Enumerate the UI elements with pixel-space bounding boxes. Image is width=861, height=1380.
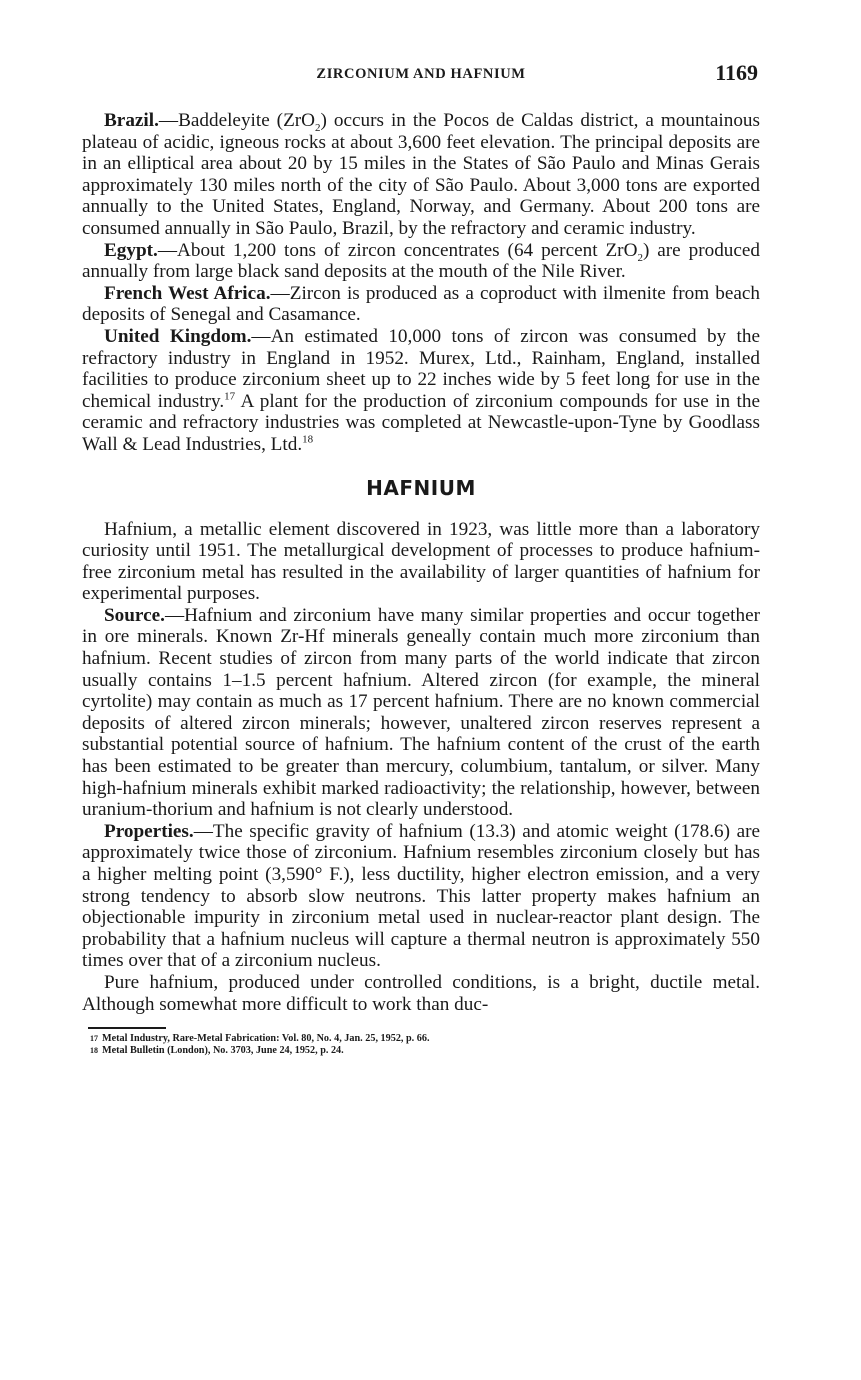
footnote-ref[interactable]: 17 — [224, 390, 236, 403]
running-title: ZIRCONIUM AND HAFNIUM — [316, 66, 526, 82]
hafnium-source-paragraph: Source.—Hafnium and zirconium have many similar properties and occur together in ore minerals. Known Zr-Hf minerals geneally contain much more zirconium than hafnium. Recent studies of zircon from many parts of the world indicate that zircon usually contains 1–1.5 percent hafnium. Altered zircon (for example, the mineral cyrtolite) may contain as much as 17 percent hafnium. There are no known commercial deposits of altered zircon minerals; however, unaltered zircon reserves represent a substantial potential source of hafnium. The hafnium content of the crust of the earth has been estimated to be greater than mercury, columbium, tantalum, or silver. Many high-hafnium minerals exhibit marked radioactivity; the relationship, however, between uranium-thorium and hafnium is not clearly understood. — [82, 604, 760, 821]
country-paragraph-french-west-africa: French West Africa.—Zircon is produced as a coproduct with ilmenite from beach deposits of Senegal and Casamance. — [82, 282, 760, 326]
paragraph-lead: Source. — [104, 604, 165, 626]
country-paragraph-united-kingdom: United Kingdom.—An estimated 10,000 tons of zircon was consumed by the refractory industry in England in 1952. Murex, Ltd., Rainham, England, installed facilities to produce zirconium sheet up to 22 inches wide by 5 feet long for use in the chemical industry.$^{17}$ A plant for the production of zirconium compounds for use in the ceramic and refractory industries was completed at Newcastle-upon-Tyne by Goodlass Wall & Lead Industries, Ltd.$^{18}$ — [82, 325, 760, 455]
paragraph-lead: Properties. — [104, 820, 194, 842]
footnotes — [90, 1033, 760, 1057]
hafnium-section — [82, 519, 760, 1016]
country-paragraph-brazil: Brazil.—Baddeleyite (ZrO$_2$) occurs in the Pocos de Caldas district, a mountainous plateau of acidic, igneous rocks at about 3,600 feet elevation. The principal deposits are in an elliptical area about 20 by 15 miles in the States of São Paulo and Minas Gerais approximately 130 miles north of the city of São Paulo. About 3,000 tons are exported annually to the United States, England, Norway, and Germany. About 200 tons are consumed annually in São Paulo, Brazil, by the refractory and ceramic industry. — [82, 110, 760, 239]
footnote-divider — [88, 1027, 166, 1029]
footnote-18 — [90, 1045, 760, 1057]
footnote-17 — [90, 1033, 760, 1045]
section-heading-hafnium: HAFNIUM — [366, 475, 476, 500]
page-number: 1169 — [715, 60, 758, 85]
hafnium-properties-paragraph: Properties.—The specific gravity of hafnium (13.3) and atomic weight (178.6) are approximately twice those of zirconium. Hafnium resembles zirconium closely but has a higher melting point (3,590° F.), less ductility, higher electron emission, and a very strong tendency to absorb slow neutrons. This latter property makes hafnium an objectionable impurity in zirconium metal used in nuclear-reactor plant design. The probability that a hafnium nucleus will capture a thermal neutron is approximately 550 times over that of a zirconium nucleus. — [82, 820, 760, 972]
country-name: Egypt. — [104, 239, 158, 261]
footnote-mark: 17 — [90, 1034, 98, 1044]
hafnium-intro-paragraph: Hafnium, a metallic element discovered in 1923, was little more than a laboratory curiosity until 1951. The metallurgical development of processes to produce hafnium-free zirconium metal has resulted in the availability of larger quantities of hafnium for experimental purposes. — [82, 518, 760, 605]
zirconium-country-notes — [82, 110, 760, 456]
footnote-text: Metal Bulletin (London), No. 3703, June 24, 1952, p. 24. — [102, 1045, 344, 1057]
footnote-mark: 18 — [90, 1046, 98, 1056]
country-name: United Kingdom. — [104, 325, 252, 347]
document-page — [82, 60, 760, 1057]
country-name: Brazil. — [104, 110, 159, 131]
country-paragraph-egypt: Egypt.—About 1,200 tons of zircon concentrates (64 percent ZrO$_2$) are produced annually from large black sand deposits at the mouth of the Nile River. — [82, 239, 761, 283]
running-head — [82, 60, 760, 92]
country-name: French West Africa. — [104, 282, 271, 304]
footnote-ref[interactable]: 18 — [302, 433, 314, 446]
hafnium-pure-paragraph: Pure hafnium, produced under controlled conditions, is a bright, ductile metal. Although somewhat more difficult to work than duc- — [82, 971, 760, 1015]
footnote-text: Metal Industry, Rare-Metal Fabrication: Vol. 80, No. 4, Jan. 25, 1952, p. 66. — [102, 1033, 430, 1045]
